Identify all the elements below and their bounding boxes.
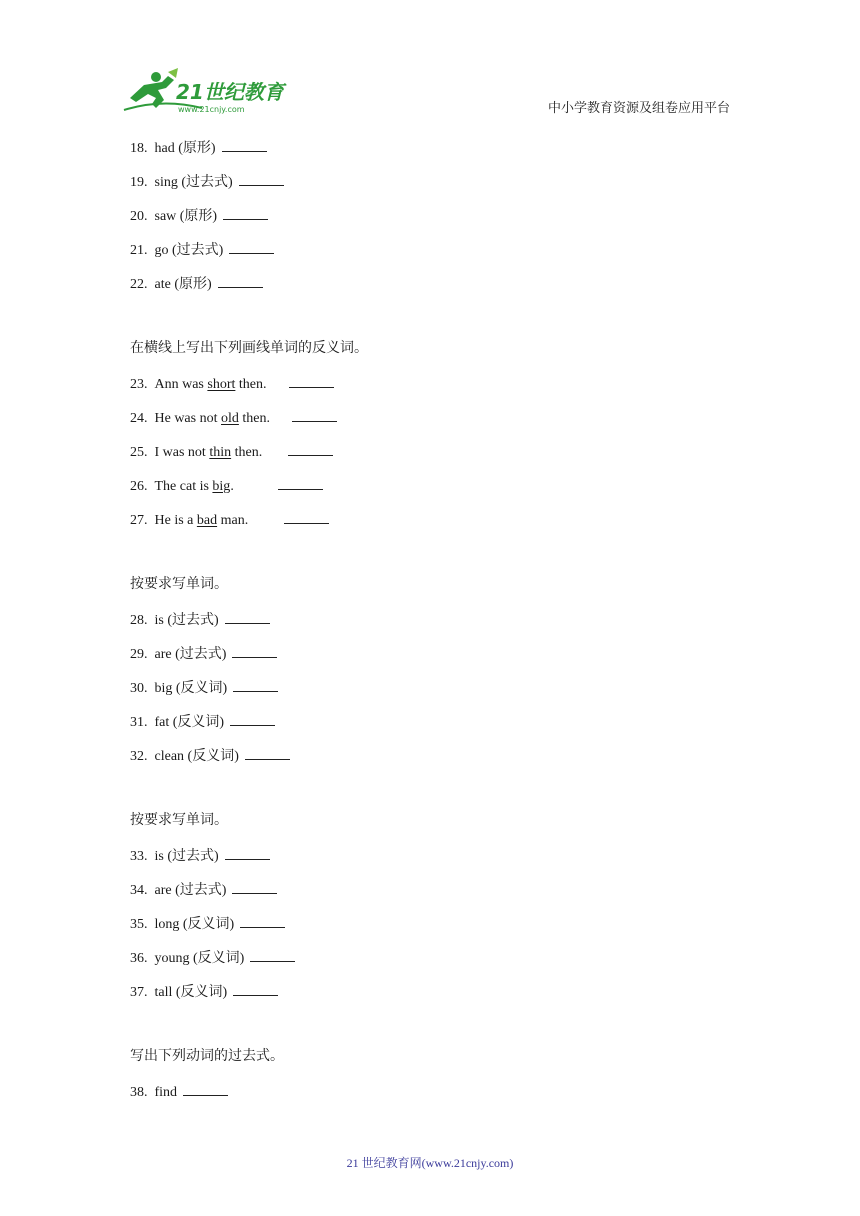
answer-blank[interactable] xyxy=(239,170,284,186)
underlined-word: thin xyxy=(209,445,232,460)
question-item xyxy=(130,912,750,946)
underlined-word: big xyxy=(212,479,231,494)
answer-blank[interactable] xyxy=(183,1080,228,1096)
answer-blank[interactable] xyxy=(223,204,268,220)
sentence-pre: Ann was xyxy=(154,377,208,392)
question-item xyxy=(130,608,750,642)
question-text: find xyxy=(154,1085,178,1100)
question-text: is (过去式) xyxy=(154,849,219,864)
question-item xyxy=(130,272,750,306)
question-text: go (过去式) xyxy=(154,243,224,258)
section-heading: 在横线上写出下列画线单词的反义词。 xyxy=(130,341,368,356)
sentence-pre: He is a xyxy=(154,513,197,528)
question-number: 30. xyxy=(130,681,148,696)
sentence-post: man. xyxy=(217,513,249,528)
question-number: 33. xyxy=(130,849,148,864)
question-number: 21. xyxy=(130,243,148,258)
question-number: 23. xyxy=(130,377,148,392)
section-write-words-2 xyxy=(130,810,750,1014)
question-number: 18. xyxy=(130,141,148,156)
underlined-word: bad xyxy=(196,513,218,528)
answer-blank[interactable] xyxy=(232,642,277,658)
question-item xyxy=(130,878,750,912)
question-list-a xyxy=(130,136,750,306)
answer-blank[interactable] xyxy=(284,508,329,524)
section-past-tense xyxy=(130,1046,750,1114)
question-number: 36. xyxy=(130,951,148,966)
answer-blank[interactable] xyxy=(230,710,275,726)
question-number: 29. xyxy=(130,647,148,662)
answer-blank[interactable] xyxy=(229,238,274,254)
answer-blank[interactable] xyxy=(292,406,337,422)
header-platform-text: 中小学教育资源及组卷应用平台 xyxy=(547,101,730,116)
section-antonyms-underlined xyxy=(130,338,750,542)
runner-logo-icon xyxy=(122,68,292,116)
answer-blank[interactable] xyxy=(225,844,270,860)
question-text: are (过去式) xyxy=(154,647,227,662)
question-text: had (原形) xyxy=(154,141,216,156)
question-item xyxy=(130,946,750,980)
question-text: tall (反义词) xyxy=(154,985,228,1000)
underlined-word: old xyxy=(221,411,239,426)
answer-blank[interactable] xyxy=(240,912,285,928)
page-footer[interactable]: 21 世纪教育网(www.21cnjy.com) xyxy=(346,1156,514,1170)
question-item xyxy=(130,744,750,778)
worksheet-content xyxy=(130,136,750,1114)
answer-blank[interactable] xyxy=(232,878,277,894)
question-text: clean (反义词) xyxy=(154,749,239,764)
sentence-post: . xyxy=(230,479,234,494)
question-number: 32. xyxy=(130,749,148,764)
question-number: 25. xyxy=(130,445,148,460)
answer-blank[interactable] xyxy=(218,272,263,288)
question-text: big (反义词) xyxy=(154,681,228,696)
section-heading: 写出下列动词的过去式。 xyxy=(130,1049,284,1064)
logo-url: www.21cnjy.com xyxy=(178,105,245,114)
question-item xyxy=(130,710,750,744)
question-item xyxy=(130,844,750,878)
sentence-pre: I was not xyxy=(154,445,210,460)
question-number: 19. xyxy=(130,175,148,190)
question-text: fat (反义词) xyxy=(154,715,225,730)
question-number: 22. xyxy=(130,277,148,292)
question-text: long (反义词) xyxy=(154,917,235,932)
question-item xyxy=(130,170,750,204)
answer-blank[interactable] xyxy=(278,474,323,490)
answer-blank[interactable] xyxy=(288,440,333,456)
question-item xyxy=(130,676,750,710)
question-number: 20. xyxy=(130,209,148,224)
question-text: sing (过去式) xyxy=(154,175,233,190)
site-logo[interactable] xyxy=(122,68,292,116)
page-header xyxy=(0,0,860,130)
question-number: 38. xyxy=(130,1085,148,1100)
question-number: 31. xyxy=(130,715,148,730)
question-number: 26. xyxy=(130,479,148,494)
question-item xyxy=(130,440,750,474)
question-number: 28. xyxy=(130,613,148,628)
section-write-words-1 xyxy=(130,574,750,778)
sentence-post: then. xyxy=(238,411,270,426)
question-text: is (过去式) xyxy=(154,613,219,628)
question-text: saw (原形) xyxy=(154,209,218,224)
question-item xyxy=(130,508,750,542)
question-number: 37. xyxy=(130,985,148,1000)
answer-blank[interactable] xyxy=(225,608,270,624)
question-text: ate (原形) xyxy=(154,277,212,292)
question-item xyxy=(130,136,750,170)
question-number: 35. xyxy=(130,917,148,932)
answer-blank[interactable] xyxy=(289,372,334,388)
answer-blank[interactable] xyxy=(233,980,278,996)
question-item xyxy=(130,474,750,508)
question-number: 24. xyxy=(130,411,148,426)
sentence-post: then. xyxy=(231,445,263,460)
question-text: young (反义词) xyxy=(154,951,245,966)
sentence-pre: He was not xyxy=(154,411,221,426)
underlined-word: short xyxy=(207,377,236,392)
section-heading: 按要求写单词。 xyxy=(130,577,228,592)
question-item xyxy=(130,372,750,406)
logo-text: 21世纪教育 xyxy=(176,80,284,104)
question-text: are (过去式) xyxy=(154,883,227,898)
answer-blank[interactable] xyxy=(250,946,295,962)
section-heading: 按要求写单词。 xyxy=(130,813,228,828)
answer-blank[interactable] xyxy=(222,136,267,152)
question-item xyxy=(130,238,750,272)
sentence-pre: The cat is xyxy=(154,479,213,494)
question-item xyxy=(130,642,750,676)
question-number: 27. xyxy=(130,513,148,528)
answer-blank[interactable] xyxy=(245,744,290,760)
question-item xyxy=(130,406,750,440)
question-number: 34. xyxy=(130,883,148,898)
answer-blank[interactable] xyxy=(233,676,278,692)
sentence-post: then. xyxy=(235,377,267,392)
question-item xyxy=(130,204,750,238)
question-item xyxy=(130,980,750,1014)
question-item xyxy=(130,1080,750,1114)
